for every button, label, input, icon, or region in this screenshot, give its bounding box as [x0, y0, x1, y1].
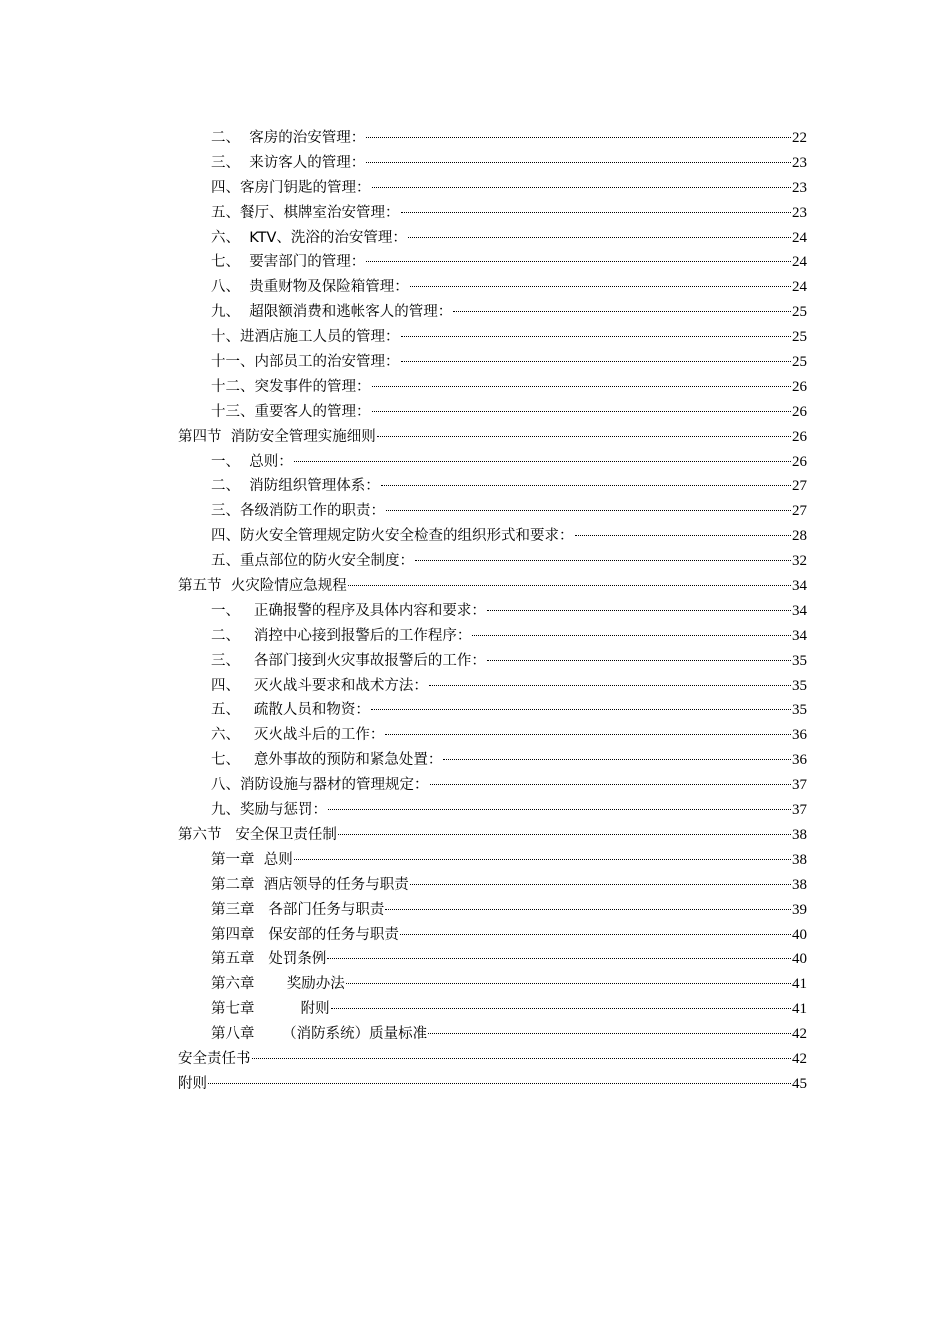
- dot-leader: [472, 635, 791, 636]
- toc-entry[interactable]: [178, 126, 807, 151]
- toc-entry-title: 八、消防设施与器材的管理规定：: [211, 777, 429, 794]
- toc-entry[interactable]: [178, 599, 807, 624]
- dot-leader: [401, 212, 792, 213]
- toc-entry-title: 六、 灭火战斗后的工作：: [211, 727, 385, 744]
- toc-page-number: 26: [792, 453, 807, 470]
- toc-entry-title: 第六节 安全保卫责任制: [178, 826, 337, 843]
- toc-section-entry[interactable]: [178, 574, 807, 599]
- toc-page-number: 27: [792, 503, 807, 520]
- toc-entry[interactable]: [178, 176, 807, 201]
- toc-page-number: 42: [792, 1050, 807, 1067]
- toc-entry[interactable]: [178, 698, 807, 723]
- toc-entry[interactable]: [178, 674, 807, 699]
- toc-entry[interactable]: [178, 748, 807, 773]
- toc-entry[interactable]: [178, 325, 807, 350]
- dot-leader: [372, 411, 792, 412]
- dot-leader: [487, 660, 791, 661]
- toc-entry-title: 第一章 总则: [211, 851, 293, 868]
- toc-entry[interactable]: [178, 499, 807, 524]
- toc-entry-title: 第四章 保安部的任务与职责: [211, 926, 399, 943]
- toc-page-number: 34: [792, 578, 807, 595]
- toc-entry[interactable]: [178, 549, 807, 574]
- toc-page-number: 26: [792, 428, 807, 445]
- toc-entry-title: 十、进酒店施工人员的管理：: [211, 329, 400, 346]
- toc-page-number: 34: [792, 602, 807, 619]
- toc-entry[interactable]: [178, 275, 807, 300]
- toc-entry[interactable]: [178, 450, 807, 475]
- toc-entry-title: 第四节 消防安全管理实施细则: [178, 428, 376, 445]
- toc-entry-title: 二、 消防组织管理体系：: [211, 478, 380, 495]
- toc-entry-title: 第六章 奖励办法: [211, 976, 345, 993]
- toc-page-number: 38: [792, 826, 807, 843]
- toc-entry-title: 附则: [178, 1075, 207, 1092]
- toc-page-number: 34: [792, 627, 807, 644]
- toc-page-number: 35: [792, 652, 807, 669]
- toc-entry[interactable]: [178, 624, 807, 649]
- toc-entry[interactable]: [178, 350, 807, 375]
- toc-entry-title: 五、餐厅、棋牌室治安管理：: [211, 204, 400, 221]
- dot-leader: [208, 1083, 791, 1084]
- toc-entry[interactable]: [178, 798, 807, 823]
- dot-leader: [385, 734, 791, 735]
- dot-leader: [366, 137, 791, 138]
- dot-leader: [408, 237, 791, 238]
- toc-entry-title: 第七章 附则: [211, 1001, 330, 1018]
- dot-leader: [430, 784, 792, 785]
- toc-entry-title: 五、重点部位的防火安全制度：: [211, 553, 414, 570]
- toc-entry-title: 第三章 各部门任务与职责: [211, 901, 385, 918]
- toc-entry[interactable]: [178, 300, 807, 325]
- toc-section-entry[interactable]: [178, 1047, 807, 1072]
- dot-leader: [327, 958, 791, 959]
- dot-leader: [453, 311, 791, 312]
- dot-leader: [429, 685, 791, 686]
- dot-leader: [401, 336, 792, 337]
- toc-entry[interactable]: [178, 972, 807, 997]
- dot-leader: [331, 1008, 791, 1009]
- toc-page-number: 25: [792, 329, 807, 346]
- toc-page-number: 23: [792, 179, 807, 196]
- toc-page-number: 45: [792, 1075, 807, 1092]
- toc-entry[interactable]: [178, 400, 807, 425]
- toc-entry-title: 二、 消控中心接到报警后的工作程序：: [211, 627, 472, 644]
- dot-leader: [371, 709, 791, 710]
- toc-entry[interactable]: [178, 773, 807, 798]
- toc-entry-title: 三、 来访客人的管理：: [211, 154, 366, 171]
- toc-entry[interactable]: [178, 723, 807, 748]
- toc-entry[interactable]: [178, 474, 807, 499]
- toc-page-number: 23: [792, 154, 807, 171]
- toc-page-number: 41: [792, 1001, 807, 1018]
- toc-entry[interactable]: [178, 873, 807, 898]
- dot-leader: [410, 884, 791, 885]
- dot-leader: [401, 361, 792, 362]
- toc-entry-title: 一、 总则：: [211, 453, 293, 470]
- toc-page-number: 35: [792, 677, 807, 694]
- toc-section-entry[interactable]: [178, 425, 807, 450]
- table-of-contents: [178, 126, 807, 1097]
- toc-entry-title: 七、 意外事故的预防和紧急处置：: [211, 752, 443, 769]
- toc-entry-title: 四、 灭火战斗要求和战术方法：: [211, 677, 428, 694]
- toc-page-number: 32: [792, 553, 807, 570]
- toc-entry[interactable]: [178, 250, 807, 275]
- toc-page-number: 22: [792, 130, 807, 146]
- toc-entry-title: 三、各级消防工作的职责：: [211, 503, 385, 520]
- toc-page-number: 38: [792, 876, 807, 893]
- toc-entry-title: 十二、突发事件的管理：: [211, 378, 371, 395]
- toc-page-number: 27: [792, 478, 807, 495]
- toc-page-number: 26: [792, 378, 807, 395]
- toc-entry-title: 第五节 火灾险情应急规程: [178, 578, 347, 595]
- toc-entry[interactable]: [178, 524, 807, 549]
- dot-leader: [346, 983, 791, 984]
- toc-entry[interactable]: [178, 649, 807, 674]
- dot-leader: [415, 560, 791, 561]
- toc-entry[interactable]: [178, 898, 807, 923]
- toc-entry-title: 八、 贵重财物及保险箱管理：: [211, 279, 409, 296]
- toc-entry-title: 十三、重要客人的管理：: [211, 403, 371, 420]
- toc-entry-title: 二、 客房的治安管理：: [211, 130, 366, 146]
- toc-entry-title: 第八章 （消防系统）质量标准: [211, 1026, 428, 1043]
- dot-leader: [294, 461, 791, 462]
- toc-entry-title: 安全责任书: [178, 1050, 251, 1067]
- toc-entry-title: 一、 正确报警的程序及具体内容和要求：: [211, 602, 486, 619]
- toc-entry-title: 九、奖励与惩罚：: [211, 802, 327, 819]
- toc-entry[interactable]: [178, 848, 807, 873]
- toc-page-number: 24: [792, 229, 807, 246]
- dot-leader: [381, 485, 791, 486]
- toc-section-entry[interactable]: [178, 1072, 807, 1097]
- toc-page-number: 42: [792, 1026, 807, 1043]
- toc-entry[interactable]: [178, 375, 807, 400]
- dot-leader: [366, 162, 791, 163]
- toc-entry-title: 十一、内部员工的治安管理：: [211, 354, 400, 371]
- toc-entry[interactable]: [178, 1022, 807, 1047]
- toc-entry-title: 四、防火安全管理规定防火安全检查的组织形式和要求：: [211, 528, 574, 545]
- toc-page-number: 41: [792, 976, 807, 993]
- toc-entry-title: 七、 要害部门的管理：: [211, 254, 366, 271]
- dot-leader: [377, 436, 791, 437]
- dot-leader: [385, 909, 791, 910]
- toc-page-number: 23: [792, 204, 807, 221]
- toc-entry[interactable]: [178, 201, 807, 226]
- toc-page-number: 38: [792, 851, 807, 868]
- toc-page-number: 39: [792, 901, 807, 918]
- dot-leader: [443, 759, 791, 760]
- toc-page-number: 40: [792, 926, 807, 943]
- toc-entry[interactable]: [178, 947, 807, 972]
- dot-leader: [366, 261, 791, 262]
- toc-entry-title: 第二章 酒店领导的任务与职责: [211, 876, 409, 893]
- toc-page-number: 40: [792, 951, 807, 968]
- toc-page-number: 37: [792, 802, 807, 819]
- dot-leader: [338, 834, 791, 835]
- dot-leader: [348, 585, 791, 586]
- toc-entry[interactable]: [178, 151, 807, 176]
- toc-page-number: 25: [792, 354, 807, 371]
- toc-page-number: 35: [792, 702, 807, 719]
- toc-page-number: 26: [792, 403, 807, 420]
- dot-leader: [252, 1058, 792, 1059]
- dot-leader: [372, 187, 792, 188]
- toc-page-number: 24: [792, 279, 807, 296]
- toc-entry-title: 四、客房门钥匙的管理：: [211, 179, 371, 196]
- dot-leader: [372, 386, 792, 387]
- toc-section-entry[interactable]: [178, 823, 807, 848]
- toc-entry[interactable]: [178, 923, 807, 948]
- toc-entry-title: 第五章 处罚条例: [211, 951, 327, 968]
- toc-entry-title: 九、 超限额消费和逃帐客人的管理：: [211, 304, 453, 321]
- toc-page-number: 37: [792, 777, 807, 794]
- toc-entry-title: 三、 各部门接到火灾事故报警后的工作：: [211, 652, 486, 669]
- toc-page-number: 36: [792, 727, 807, 744]
- toc-page-number: 24: [792, 254, 807, 271]
- dot-leader: [328, 809, 791, 810]
- dot-leader: [487, 610, 791, 611]
- toc-page-number: 36: [792, 752, 807, 769]
- dot-leader: [400, 934, 791, 935]
- dot-leader: [428, 1033, 791, 1034]
- toc-entry[interactable]: [178, 226, 807, 251]
- toc-entry-title: 五、 疏散人员和物资：: [211, 702, 370, 719]
- dot-leader: [386, 510, 791, 511]
- dot-leader: [410, 286, 791, 287]
- dot-leader: [575, 535, 792, 536]
- toc-page-number: 28: [792, 528, 807, 545]
- toc-page-number: 25: [792, 304, 807, 321]
- toc-entry[interactable]: [178, 997, 807, 1022]
- dot-leader: [294, 859, 791, 860]
- toc-entry-title: 六、 KTV、洗浴的治安管理：: [211, 229, 407, 246]
